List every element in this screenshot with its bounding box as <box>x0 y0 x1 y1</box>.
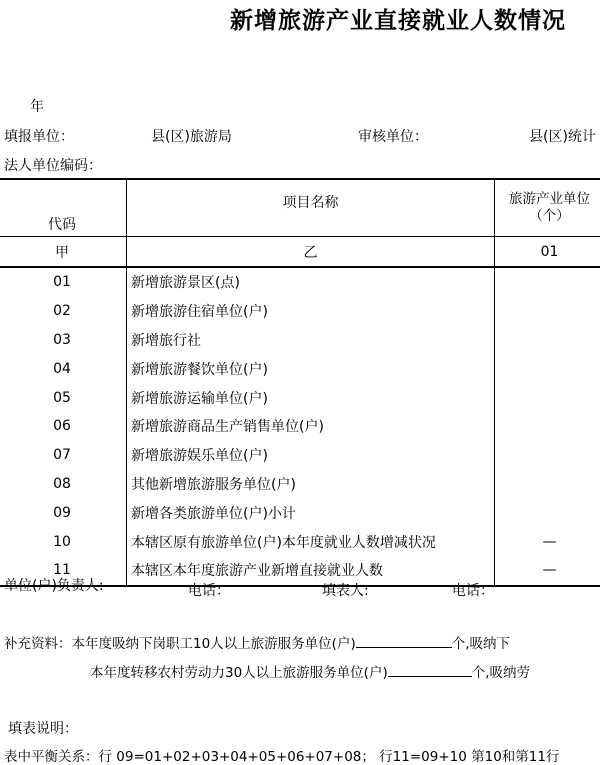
row-name: 新增旅游娱乐单位(户) <box>127 441 495 470</box>
supplement-text-1b: 个,吸纳下 <box>451 636 511 652</box>
balance-text: 表中平衡关系：行 09=01+02+03+04+05+06+07+08； 行11=09+10 第10和第11行 <box>4 749 560 765</box>
supplement-text-2b: 个,吸纳劳 <box>471 665 531 681</box>
header-code: 代码 <box>0 179 127 237</box>
row-code: 01 <box>53 274 71 291</box>
row-name: 本辖区原有旅游单位(户)本年度就业人数增减状况 <box>127 527 495 556</box>
row-code: 03 <box>53 331 71 348</box>
row-code: 04 <box>53 360 71 377</box>
review-unit-value: 县(区)统计 <box>529 129 596 145</box>
subheader-name: 乙 <box>127 237 495 268</box>
row-name: 新增旅游餐饮单位(户) <box>127 354 495 383</box>
row-name: 新增旅游运输单位(户) <box>127 383 495 412</box>
supplement-blank-1[interactable] <box>356 647 452 648</box>
row-name: 本辖区本年度旅游产业新增直接就业人数 <box>127 556 495 586</box>
supplement-line-2 <box>90 661 530 681</box>
row-code: 05 <box>53 389 71 406</box>
table-row <box>0 326 600 355</box>
fill-unit-label: 填报单位： <box>4 129 74 145</box>
row-value <box>495 470 600 499</box>
row-value <box>495 498 600 527</box>
table-row <box>0 383 600 412</box>
legal-code-label: 法人单位编码： <box>4 158 102 174</box>
row-value <box>495 267 600 297</box>
row-code: 11 <box>0 556 127 586</box>
table-subheader-row <box>0 237 600 268</box>
employment-table <box>0 178 600 587</box>
header-value: 旅游产业单位（个） <box>495 179 600 237</box>
table-header-row <box>0 179 600 237</box>
row-value <box>495 297 600 326</box>
row-code: 06 <box>53 418 71 435</box>
row-value: — <box>495 556 600 586</box>
row-value: — <box>495 527 600 556</box>
row-name: 新增旅游商品生产销售单位(户) <box>127 412 495 441</box>
row-value <box>495 412 600 441</box>
table-row <box>0 297 600 326</box>
supplement-blank-2[interactable] <box>388 676 472 677</box>
page-title: 新增旅游产业直接就业人数情况 <box>230 8 566 34</box>
table-row <box>0 498 600 527</box>
table-row <box>0 354 600 383</box>
row-code: 07 <box>53 447 71 464</box>
fill-unit-value: 县(区)旅游局 <box>151 129 232 145</box>
row-value <box>495 326 600 355</box>
row-name: 新增各类旅游单位(户)小计 <box>127 498 495 527</box>
table-row <box>0 527 600 556</box>
row-value <box>495 354 600 383</box>
row-name: 其他新增旅游服务单位(户) <box>127 470 495 499</box>
row-name: 新增旅游住宿单位(户) <box>127 297 495 326</box>
row-code: 02 <box>53 303 71 320</box>
row-code: 09 <box>53 504 71 521</box>
table-row <box>0 470 600 499</box>
phone-label-2: 电话： <box>452 583 494 599</box>
table-row <box>0 412 600 441</box>
supplement-text-1a: 本年度吸纳下岗职工10人以上旅游服务单位(户) <box>71 636 356 652</box>
row-code: 10 <box>53 533 71 550</box>
header-name: 项目名称 <box>127 179 495 237</box>
phone-label-1: 电话： <box>188 583 230 599</box>
notes-label: 填表说明： <box>8 721 78 737</box>
table-row <box>0 267 600 297</box>
subheader-code: 甲 <box>0 237 127 268</box>
row-value <box>495 441 600 470</box>
row-value <box>495 383 600 412</box>
row-code: 08 <box>53 475 71 492</box>
row-name: 新增旅游景区(点) <box>127 267 495 297</box>
row-name: 新增旅行社 <box>127 326 495 355</box>
supplement-label: 补充资料： <box>4 636 72 652</box>
year-label: 年 <box>30 99 44 115</box>
filler-label: 填表人: <box>322 583 369 599</box>
supplement-line-1 <box>4 632 510 652</box>
subheader-value: 01 <box>495 237 600 268</box>
responsible-label: 单位(户)负责人: <box>4 578 104 594</box>
table-row <box>0 441 600 470</box>
review-unit-label: 审核单位： <box>358 129 428 145</box>
supplement-text-2a: 本年度转移农村劳动力30人以上旅游服务单位(户) <box>90 665 388 681</box>
